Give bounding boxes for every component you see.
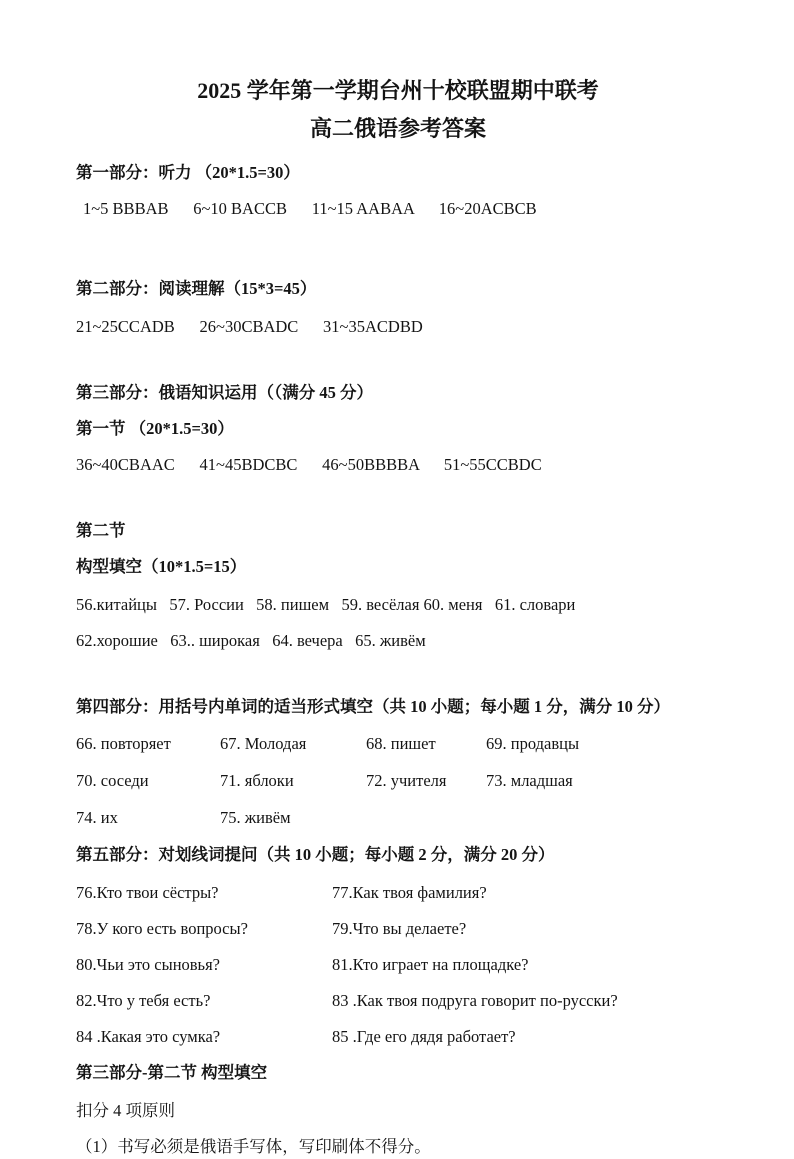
scoring-rule-item-1: （1）书写必须是俄语手写体，写印刷体不得分。 <box>76 1136 431 1156</box>
answer-cell: 68. пишет <box>366 734 436 754</box>
part5-answers-row <box>76 1025 720 1049</box>
part3-heading: 第三部分：俄语知识运用（（满分 45 分） <box>76 383 373 403</box>
answer-cell: 72. учителя <box>366 771 447 791</box>
scoring-section-heading: 第三部分-第二节 构型填空 <box>76 1062 268 1082</box>
part3-section2-subheading: 构型填空（10*1.5=15） <box>76 556 247 576</box>
part4-heading: 第四部分：用括号内单词的适当形式填空（共 10 小题；每小题 1 分，满分 10 分） <box>76 696 670 716</box>
answer-cell: 85 .Где его дядя работает? <box>332 1026 516 1046</box>
document-title-line2: 高二俄语参考答案 <box>309 115 486 141</box>
document-title-line1: 2025 学年第一学期台州十校联盟期中联考 <box>197 78 599 103</box>
answer-cell <box>366 806 486 830</box>
answer-cell: 67. Молодая <box>220 734 307 754</box>
answer-cell: 76.Кто твои сёстры? <box>76 883 219 903</box>
part5-answers-row <box>76 881 720 905</box>
part4-answers-row <box>76 732 720 756</box>
answer-cell: 69. продавцы <box>486 734 580 754</box>
scoring-rule-title: 扣分 4 项原则 <box>76 1100 175 1120</box>
answer-cell: 73. младшая <box>486 771 573 791</box>
part5-answers-row <box>76 953 720 977</box>
part3-section1-heading: 第一节 （20*1.5=30） <box>76 418 234 438</box>
answer-cell: 83 .Как твоя подруга говорит по-русски? <box>332 990 618 1010</box>
answer-cell <box>486 806 720 830</box>
part3-section1-answers: 36~40CBAAC 41~45BDCBC 46~50BBBBA 51~55CCBDC <box>76 454 542 474</box>
answer-cell: 82.Что у тебя есть? <box>76 990 211 1010</box>
answer-cell: 81.Кто играет на площадке? <box>332 954 529 974</box>
part5-heading: 第五部分：对划线词提问（共 10 小题；每小题 2 分，满分 20 分） <box>76 845 555 865</box>
answer-cell: 66. повторяет <box>76 734 171 754</box>
part3-section2-answers-line2: 62.хорошие 63.. широкая 64. вечера 65. живём <box>76 630 426 650</box>
part3-section2-answers-line1: 56.китайцы 57. России 58. пишем 59. весёлая 60. меня 61. словари <box>76 594 576 614</box>
answer-cell: 84 .Какая это сумка? <box>76 1026 221 1046</box>
part2-answers: 21~25CCADB 26~30CBADC 31~35ACDBD <box>76 317 423 337</box>
answer-cell: 71. яблоки <box>220 771 294 791</box>
answer-cell: 70. соседи <box>76 771 149 791</box>
part1-heading: 第一部分：听力 （20*1.5=30） <box>76 163 300 183</box>
answer-cell: 80.Чьи это сыновья? <box>76 954 220 974</box>
part3-section2-heading: 第二节 <box>76 520 126 540</box>
part5-answers-row <box>76 917 720 941</box>
answer-cell: 79.Что вы делаете? <box>332 919 467 939</box>
answer-cell: 75. живём <box>220 808 291 828</box>
answer-cell: 78.У кого есть вопросы? <box>76 919 248 939</box>
part4-answers-row <box>76 769 720 793</box>
answer-cell: 74. их <box>76 808 118 828</box>
part2-heading: 第二部分：阅读理解（15*3=45） <box>76 279 317 299</box>
part4-answers-row <box>76 806 720 830</box>
part5-answers-row <box>76 989 720 1013</box>
part1-answers: 1~5 BBBAB 6~10 BACCB 11~15 AABAA 16~20ACBCB <box>83 199 537 219</box>
answer-cell: 77.Как твоя фамилия? <box>332 883 487 903</box>
